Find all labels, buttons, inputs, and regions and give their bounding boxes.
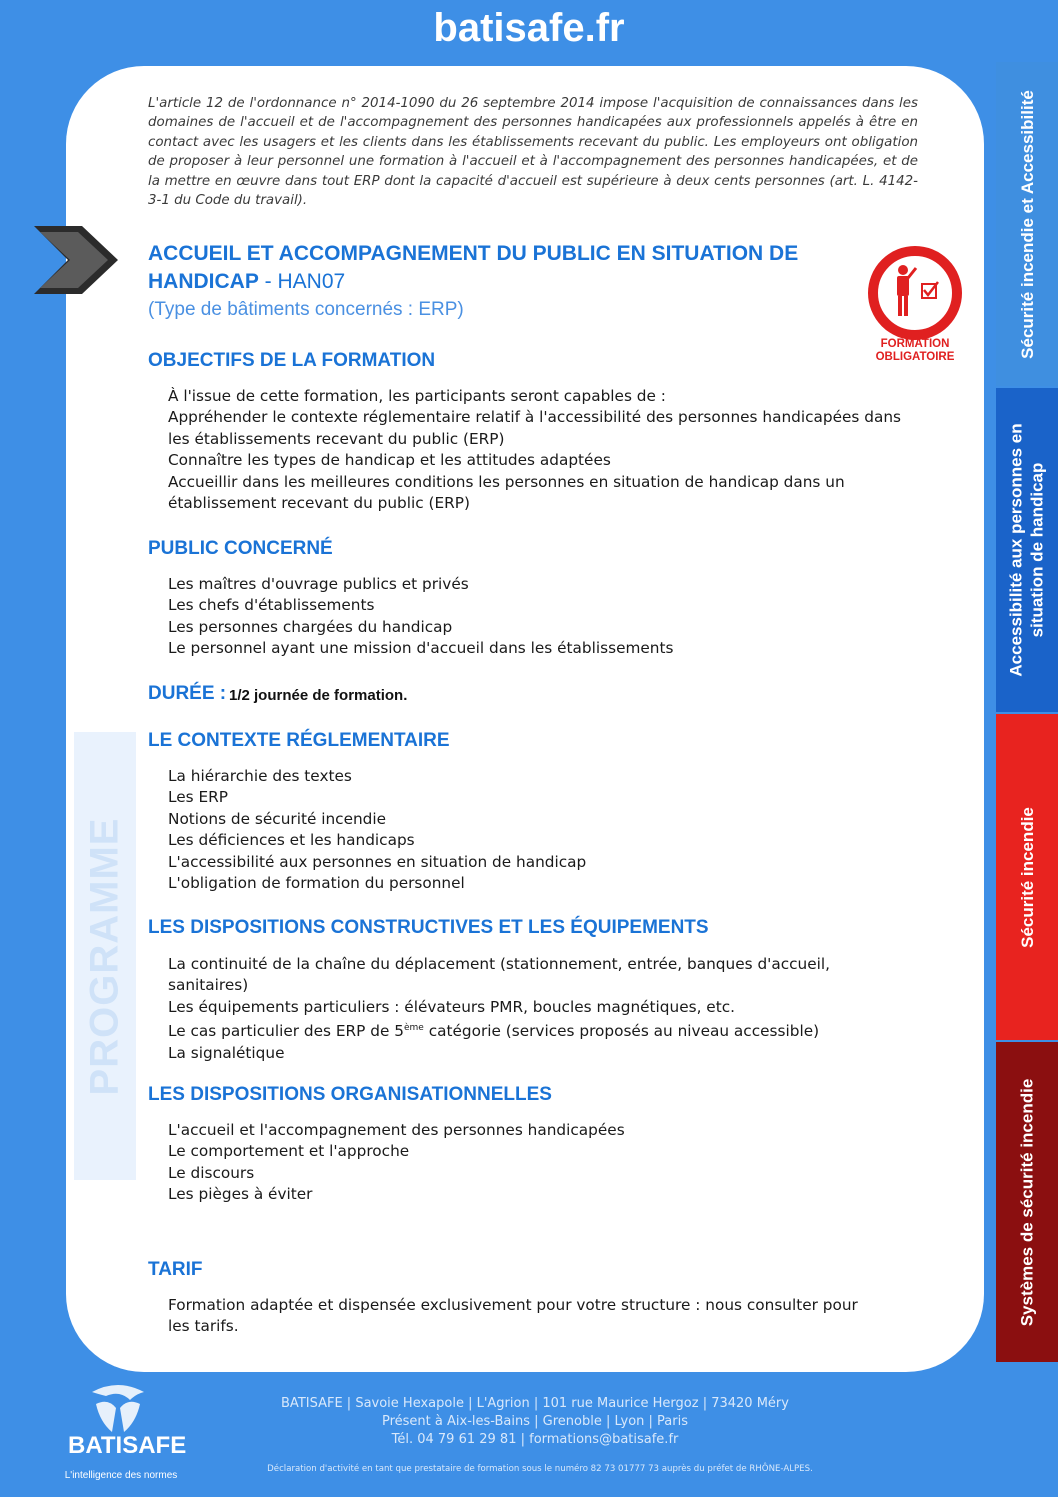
footer-contact-block (200, 1395, 870, 1449)
list-item-text: Le cas particulier des ERP de 5 (168, 1022, 404, 1041)
badge-label-line2: OBLIGATOIRE (875, 351, 955, 363)
list-item: Le comportement et l'approche (168, 1142, 410, 1161)
list-item: L'obligation de formation du personnel (168, 874, 465, 893)
badge-label-line1: FORMATION (880, 338, 950, 350)
tab-label: Sécurité incendie et Accessibilité (1017, 89, 1037, 359)
footer-brand: BATISAFE (68, 1432, 187, 1459)
course-title (148, 240, 848, 296)
list-item: Les personnes chargées du handicap (168, 617, 453, 636)
tab-label: Sécurité incendie (1017, 806, 1037, 948)
dispositions-organisationnelles-heading: LES DISPOSITIONS ORGANISATIONNELLES (148, 1084, 552, 1105)
footer-locations: Présent à Aix-les-Bains | Grenoble | Lyon | Paris (381, 1414, 689, 1429)
list-item-text: catégorie (services proposés au niveau accessible) (423, 1022, 820, 1041)
tab-label-line2: situation de handicap (1028, 462, 1047, 638)
objectifs-list (168, 386, 908, 514)
footer-tagline: L'intelligence des normes (64, 1470, 178, 1481)
badge-label (856, 338, 974, 364)
dispositions-constructives-heading: LES DISPOSITIONS CONSTRUCTIVES ET LES ÉQUIPEMENTS (148, 917, 709, 938)
list-item: Accueillir dans les meilleures conditions les personnes en situation de handicap dans un établissement recevant du public (ERP) (168, 472, 845, 513)
tab-securite-incendie[interactable] (996, 714, 1058, 1040)
list-item: À l'issue de cette formation, les participants seront capables de : (168, 387, 666, 405)
batisafe-logo-icon (86, 1382, 150, 1434)
public-list (168, 574, 908, 660)
course-title-text: ACCUEIL ET ACCOMPAGNEMENT DU PUBLIC EN SITUATION DE HANDICAP (148, 242, 799, 293)
footer-contact[interactable]: Tél. 04 79 61 29 81 | formations@batisafe.fr (391, 1432, 679, 1447)
footer-declaration: Déclaration d'activité en tant que prestataire de formation sous le numéro 82 73 01777 73 auprès du préfet de RHÔNE-ALPES. (267, 1464, 813, 1474)
tab-securite-incendie-accessibilite[interactable] (996, 62, 1058, 386)
list-item: Les pièges à éviter (168, 1185, 313, 1204)
list-item: Connaître les types de handicap et les attitudes adaptées (168, 451, 611, 470)
list-item: L'accueil et l'accompagnement des personnes handicapées (168, 1121, 625, 1139)
list-item: Les maîtres d'ouvrage publics et privés (168, 575, 469, 593)
list-item: La continuité de la chaîne du déplacement (stationnement, entrée, banques d'accueil, sanitaires) (168, 955, 831, 995)
list-item: Les déficiences et les handicaps (168, 831, 415, 850)
tab-accessibilite-handicap[interactable] (996, 388, 1058, 712)
programme-label (74, 732, 136, 1180)
tab-label: Systèmes de sécurité incendie (1017, 1078, 1037, 1326)
tab-systemes-securite-incendie[interactable] (996, 1042, 1058, 1362)
list-item: Notions de sécurité incendie (168, 809, 387, 828)
chevron-arrow-icon (34, 224, 118, 296)
site-title[interactable]: batisafe.fr (433, 6, 625, 50)
list-item: Les équipements particuliers : élévateurs PMR, boucles magnétiques, etc. (168, 997, 735, 1016)
list-item: Appréhender le contexte réglementaire relatif à l'accessibilité des personnes handicapées dans les établissements recevant du public (ERP) (168, 408, 902, 448)
course-code: - HAN07 (258, 270, 346, 293)
duree-heading: DURÉE : (148, 683, 227, 704)
tarif-heading: TARIF (148, 1259, 203, 1280)
course-subtitle: (Type de bâtiments concernés : ERP) (148, 299, 464, 320)
list-item: L'accessibilité aux personnes en situation de handicap (168, 852, 587, 871)
public-heading: PUBLIC CONCERNÉ (148, 538, 333, 559)
tab-label-line1: Accessibilité aux personnes en (1007, 423, 1026, 677)
list-item: La hiérarchie des textes (168, 767, 352, 785)
intro-paragraph: L'article 12 de l'ordonnance n° 2014-1090 du 26 septembre 2014 impose l'acquisition de connaissances dans les domaines de l'accueil et de l'accompagnement des personnes handicapées aux professionnels appelés à être en contact avec les usagers et les clients dans les établissements recevant du public. Les employeurs ont obligation de proposer à leur personnel une formation à l'accueil et à l'accompagnement des personnes handicapées, et de la mettre en œuvre dans tout ERP dont la capacité d'accueil est supérieure à deux cents personnes (art. L. 4142-3-1 du Code du travail). (148, 96, 918, 209)
duree-value: 1/2 journée de formation. (229, 687, 408, 704)
list-item: Les chefs d'établissements (168, 596, 375, 615)
dispositions-constructives-list (168, 954, 908, 1064)
list-item: La signalétique (168, 1043, 285, 1062)
list-item (168, 1018, 908, 1043)
list-item: Les ERP (168, 788, 229, 807)
dispositions-organisationnelles-list (168, 1120, 908, 1206)
list-item: Le discours (168, 1163, 255, 1182)
contexte-list (168, 766, 908, 894)
programme-label-text: PROGRAMME (82, 817, 127, 1095)
superscript: ème (403, 1023, 424, 1034)
tab-label (1006, 423, 1048, 676)
tarif-list (168, 1295, 868, 1338)
objectifs-heading: OBJECTIFS DE LA FORMATION (148, 350, 436, 371)
footer-address: BATISAFE | Savoie Hexapole | L'Agrion | 101 rue Maurice Hergoz | 73420 Méry (281, 1396, 789, 1411)
list-item: Le personnel ayant une mission d'accueil dans les établissements (168, 639, 674, 658)
list-item: Formation adaptée et dispensée exclusivement pour votre structure : nous consulter pour les tarifs. (168, 1296, 858, 1336)
contexte-heading: LE CONTEXTE RÉGLEMENTAIRE (148, 730, 450, 751)
